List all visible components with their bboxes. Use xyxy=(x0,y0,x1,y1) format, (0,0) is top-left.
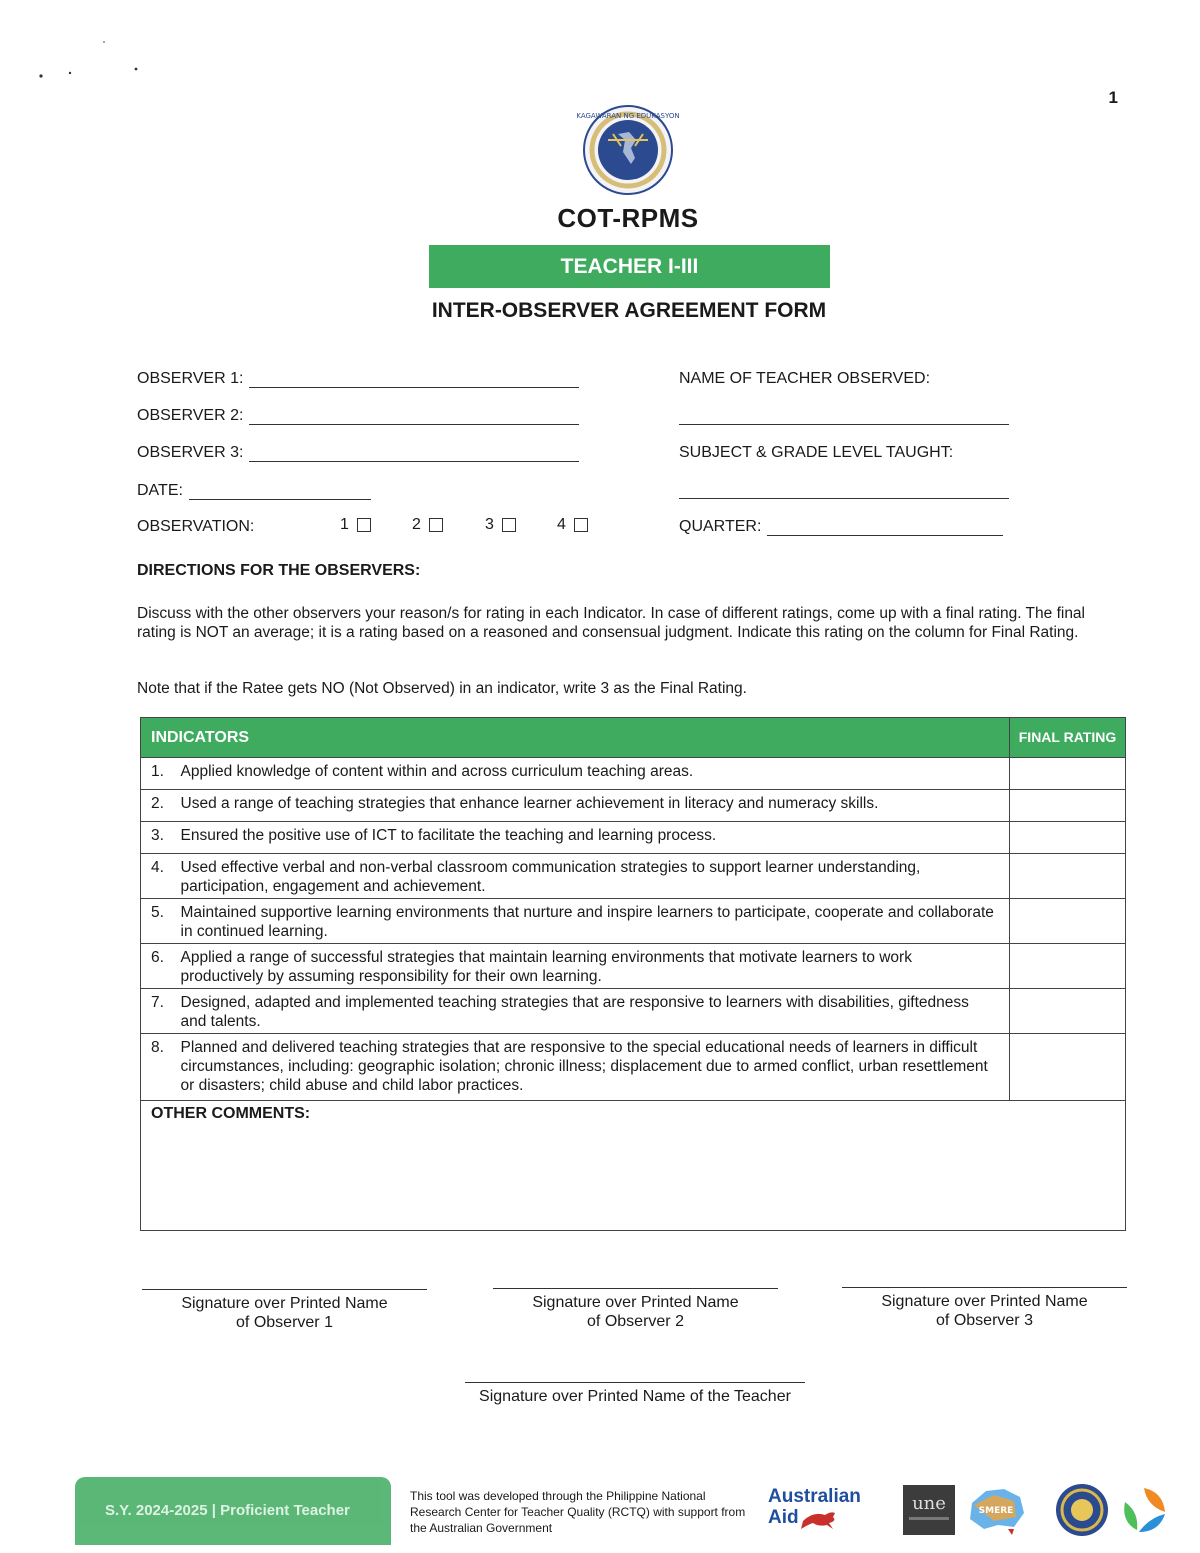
indicator-text: Used a range of teaching strategies that enhance learner achievement in literacy and numeracy skills. xyxy=(177,790,1010,822)
observer3-signature[interactable] xyxy=(842,1287,1127,1330)
comments-row xyxy=(141,1101,1126,1231)
other-comments-cell[interactable] xyxy=(141,1101,1126,1231)
observer1-line[interactable] xyxy=(249,370,579,388)
table-row xyxy=(141,854,1126,899)
date-label: DATE: xyxy=(137,482,183,499)
footer-note: This tool was developed through the Philippine National Research Center for Teacher Quality (RCTQ) with support from the Australian Government xyxy=(410,1489,746,1535)
indicator-number: 2. xyxy=(141,790,177,822)
final-rating-cell[interactable] xyxy=(1010,1034,1126,1101)
table-row xyxy=(141,1034,1126,1101)
indicator-number: 7. xyxy=(141,989,177,1034)
signature-caption: of Observer 2 xyxy=(587,1313,684,1330)
form-title: COT-RPMS xyxy=(557,203,699,233)
indicator-number: 1. xyxy=(141,758,177,790)
signature-caption: of Observer 1 xyxy=(236,1314,333,1331)
teacher-name-line[interactable] xyxy=(679,424,1009,425)
indicator-number: 5. xyxy=(141,899,177,944)
final-rating-cell[interactable] xyxy=(1010,854,1126,899)
final-rating-cell[interactable] xyxy=(1010,790,1126,822)
indicator-text: Planned and delivered teaching strategies that are responsive to the special educational needs of learners in difficult circumstances, including: geographic isolation; chronic illness; displacement due to armed conflict, urban resettlement or disasters; child abuse and child labor practices. xyxy=(177,1034,1010,1101)
observation-option-1-label: 1 xyxy=(340,516,349,533)
observer2-line[interactable] xyxy=(249,407,579,425)
observation-option-2[interactable] xyxy=(412,516,443,534)
deped-seal-logo xyxy=(573,104,683,196)
rctq-seal-logo xyxy=(1054,1482,1110,1538)
observation-option-3-label: 3 xyxy=(485,516,494,533)
table-row xyxy=(141,989,1126,1034)
signature-caption: Signature over Printed Name xyxy=(881,1293,1088,1310)
checkbox-2[interactable] xyxy=(429,518,443,532)
signature-caption: Signature over Printed Name of the Teacher xyxy=(479,1388,791,1405)
scan-specks xyxy=(38,40,148,80)
teacher-signature[interactable] xyxy=(465,1382,805,1406)
indicator-text: Applied knowledge of content within and across curriculum teaching areas. xyxy=(177,758,1010,790)
final-rating-cell[interactable] xyxy=(1010,899,1126,944)
table-row xyxy=(141,822,1126,854)
indicator-text: Applied a range of successful strategies that maintain learning environments that motivate learners to work productively by assuming responsibility for their own learning. xyxy=(177,944,1010,989)
table-row xyxy=(141,790,1126,822)
table-row xyxy=(141,899,1126,944)
observation-option-1[interactable] xyxy=(340,516,371,534)
teacher-level-banner: TEACHER I-III xyxy=(429,245,830,288)
indicator-number: 8. xyxy=(141,1034,177,1101)
signature-line xyxy=(142,1289,427,1290)
indicator-number: 6. xyxy=(141,944,177,989)
form-subtitle: INTER-OBSERVER AGREEMENT FORM xyxy=(431,299,827,322)
observer3-field[interactable] xyxy=(137,444,579,462)
indicator-text: Maintained supportive learning environments that nurture and inspire learners to participate, cooperate and collaborate in continued learning. xyxy=(177,899,1010,944)
final-rating-cell[interactable] xyxy=(1010,944,1126,989)
final-rating-cell[interactable] xyxy=(1010,758,1126,790)
school-year-badge: S.Y. 2024-2025 | Proficient Teacher xyxy=(75,1477,391,1545)
signature-caption: of Observer 3 xyxy=(936,1312,1033,1329)
observer3-line[interactable] xyxy=(249,444,579,462)
observation-option-4-label: 4 xyxy=(557,516,566,533)
observer1-signature[interactable] xyxy=(142,1289,427,1332)
directions-note: Note that if the Ratee gets NO (Not Observed) in an indicator, write 3 as the Final Rating. xyxy=(137,680,747,697)
quarter-field[interactable] xyxy=(679,518,1003,536)
signature-line xyxy=(465,1382,805,1383)
subject-grade-line[interactable] xyxy=(679,498,1009,499)
checkbox-4[interactable] xyxy=(574,518,588,532)
final-rating-cell[interactable] xyxy=(1010,822,1126,854)
teacher-name-label: NAME OF TEACHER OBSERVED: xyxy=(679,370,931,387)
signature-line xyxy=(842,1287,1127,1288)
indicator-text: Designed, adapted and implemented teaching strategies that are responsive to learners with disabilities, giftedness and talents. xyxy=(177,989,1010,1034)
observer2-signature[interactable] xyxy=(493,1288,778,1331)
directions-text: Discuss with the other observers your reason/s for rating in each Indicator. In case of different ratings, come up with a final rating. The final rating is NOT an average; it is a rating based on a reasoned and consensual judgment. Indicate this rating on the column for Final Rating. xyxy=(137,605,1085,641)
une-logo-text: une xyxy=(912,1493,946,1514)
australian-aid-line2: Aid xyxy=(768,1507,799,1528)
indicators-column-header: INDICATORS xyxy=(141,718,1010,758)
subject-grade-label: SUBJECT & GRADE LEVEL TAUGHT: xyxy=(679,444,954,461)
smere-australia-logo xyxy=(964,1483,1028,1537)
observer1-label: OBSERVER 1: xyxy=(137,370,244,387)
final-rating-column-header: FINAL RATING xyxy=(1010,718,1126,758)
indicator-number: 4. xyxy=(141,854,177,899)
quarter-line[interactable] xyxy=(767,518,1003,536)
smere-logo-text: SMERE xyxy=(978,1506,1014,1516)
indicators-table xyxy=(140,717,1126,1231)
quarter-label: QUARTER: xyxy=(679,518,762,535)
directions-heading: DIRECTIONS FOR THE OBSERVERS: xyxy=(137,562,421,579)
checkbox-1[interactable] xyxy=(357,518,371,532)
page-number: 1 xyxy=(1108,88,1118,107)
observation-option-4[interactable] xyxy=(557,516,588,534)
observation-option-2-label: 2 xyxy=(412,516,421,533)
table-row xyxy=(141,758,1126,790)
date-field[interactable] xyxy=(137,482,371,500)
date-line[interactable] xyxy=(189,482,371,500)
indicator-number: 3. xyxy=(141,822,177,854)
table-row xyxy=(141,944,1126,989)
observer2-field[interactable] xyxy=(137,407,579,425)
observer3-label: OBSERVER 3: xyxy=(137,444,244,461)
une-logo xyxy=(903,1485,955,1535)
observation-option-3[interactable] xyxy=(485,516,516,534)
final-rating-cell[interactable] xyxy=(1010,989,1126,1034)
australian-aid-line1: Australian xyxy=(768,1486,861,1507)
other-comments-label: OTHER COMMENTS: xyxy=(151,1105,311,1122)
observer1-field[interactable] xyxy=(137,370,579,388)
indicator-text: Used effective verbal and non-verbal classroom communication strategies to support learner understanding, participation, engagement and achievement. xyxy=(177,854,1010,899)
signature-line xyxy=(493,1288,778,1289)
seal-ring-text: KAGAWARAN NG EDUKASYON xyxy=(576,112,680,120)
australian-aid-logo xyxy=(768,1487,888,1529)
signature-caption: Signature over Printed Name xyxy=(181,1295,388,1312)
observation-label: OBSERVATION: xyxy=(137,518,255,535)
observer2-label: OBSERVER 2: xyxy=(137,407,244,424)
kangaroo-icon xyxy=(799,1507,845,1529)
signature-caption: Signature over Printed Name xyxy=(532,1294,739,1311)
indicator-text: Ensured the positive use of ICT to facilitate the teaching and learning process. xyxy=(177,822,1010,854)
checkbox-3[interactable] xyxy=(502,518,516,532)
partner-swirl-logo xyxy=(1117,1484,1171,1536)
